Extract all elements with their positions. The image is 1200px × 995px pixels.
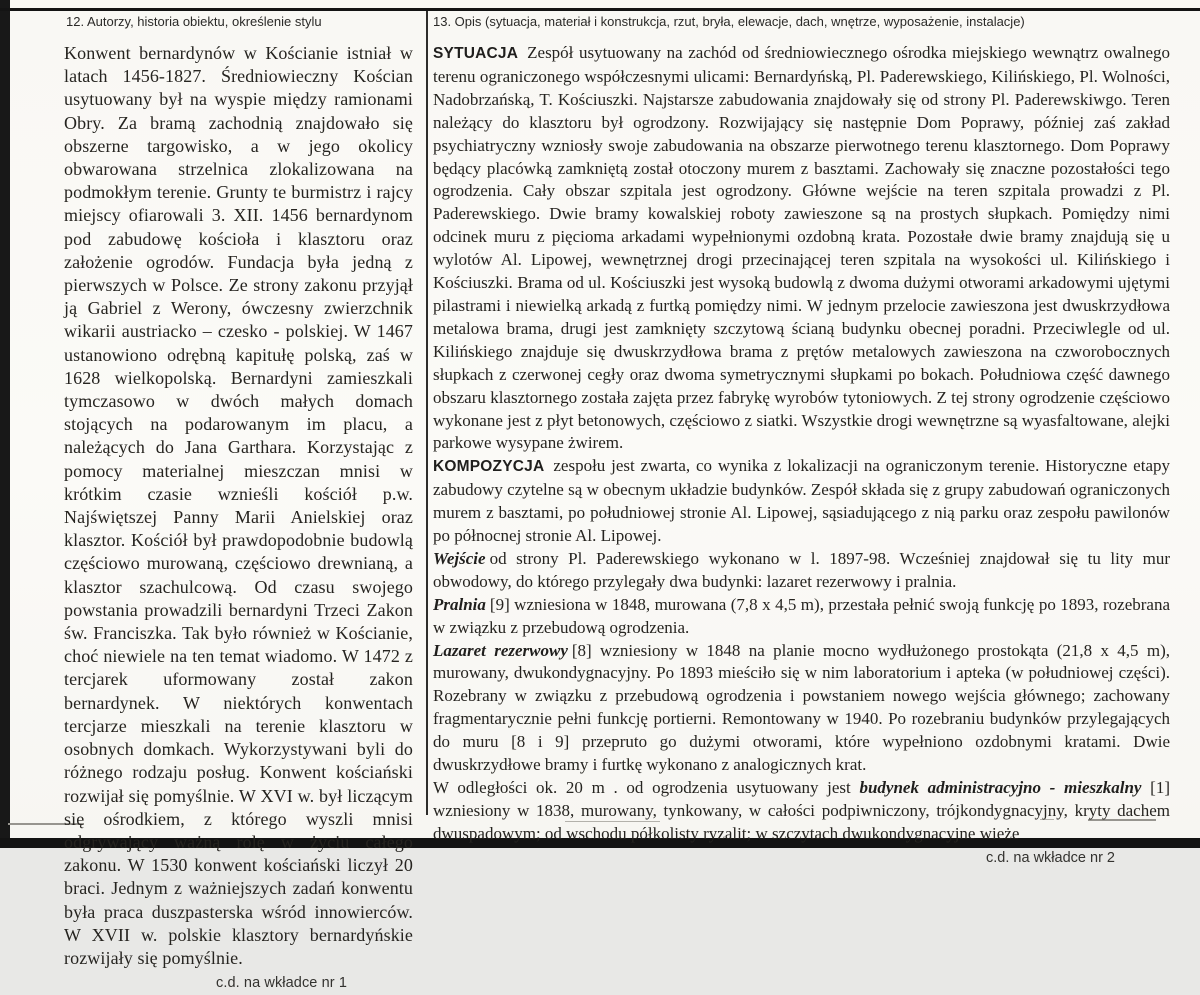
- budynek-text-before: W odległości ok. 20 m . od ogrodzenia usytuowany jest: [433, 778, 860, 797]
- paragraph-budynek-administracyjny: [433, 777, 1170, 846]
- wejscie-text: od strony Pl. Paderewskiego wykonano w l. 1897-98. Wcześniej znajdował się tu lity mur obwodowy, do którego przylegały dwa budynki: lazaret rezerwowy i pralnia.: [433, 548, 1170, 591]
- section-12-header: 12. Autorzy, historia obiektu, określenie stylu: [66, 14, 322, 29]
- paragraph-pralnia: [433, 594, 1170, 640]
- budynek-text-after: [1] wzniesiony w 1838, murowany, tynkowany, w całości podpiwniczony, trójkondygnacyjny, kryty dachem dwuspadowym; od wschodu półkolisty ryzalit; w szczytach dwukondygnacyjne wieże: [433, 778, 1170, 843]
- section-13-header: 13. Opis (sytuacja, materiał i konstrukcja, rzut, bryła, elewacje, dach, wnętrze, wyposażenie, instalacje): [433, 14, 1025, 29]
- history-paragraph: Konwent bernardynów w Kościanie istniał w latach 1456-1827. Średniowieczny Kościan usytuowany był na wyspie między ramionami Obry. Za bramą zachodnią znajdowało się obszerne targowisko, a w jego okolicy obwarowana strzelnica zlokalizowana na podmokłym terenie. Grunty te burmistrz i rajcy miejscy ofiarowali 3. XII. 1456 bernardynom pod zabudowę kościoła i klasztoru oraz założenie ogrodów. Fundacja była jedną z pierwszych w Polsce. Ze strony zakonu przyjął ją Gabriel z Werony, ówczesny zwierzchnik wikarii austriacko – czesko - polskiej. W 1467 ustanowiono odrębną kapitułę polską, zaś w 1628 wielkopolską. Bernardyni zamieszkali tymczasowo w dwóch małych domach stojących na podarowanym im placu, a należących do Jana Garthara. Korzystając z pomocy materialnej mieszczan mnisi w krótkim czasie wznieśli kościół p.w. Najświętszej Panny Marii Anielskiej oraz klasztor. Kościół był prawdopodobnie budowlą częściowo murowaną, częściowo drewnianą, a klasztor szachulcową. Od czasu swojego powstania prowadzili bernardyni Trzeci Zakon św. Franciszka. Tak było również w Kościanie, choć niewiele na ten temat wiadomo. W 1472 z tercjarek uformowany został zakon bernardynek. W niektórych konwentach tercjarze mieszkali na terenie klasztoru w osobnych domkach. Wykorzystywani byli do różnego rodzaju posług. Konwent kościański rozwijał się pomyślnie. W XVI w. był liczącym się ośrodkiem, z którego wyszli mnisi odgrywający ważną rolę w życiu całego zakonu. W 1530 konwent kościański liczył 20 braci. Jednym z ważniejszych zadań konwentu była praca duszpasterska wśród innowierców. W XVII w. polskie klasztory bernardyńskie rozwijały się pomyślnie.: [64, 43, 413, 968]
- kompozycja-text: zespołu jest zwarta, co wynika z lokalizacji na ograniczonym terenie. Historyczne etapy zabudowy czytelne są w obecnym układzie budynków. Zespół składa się z grupy zabudowań ograniczonych murem z basztami, po południowej stronie Al. Lipowej, sąsiadującego z nią parku oraz zespołu pawilonów po północnej stronie Al. Lipowej.: [433, 456, 1170, 546]
- paragraph-wejscie: [433, 548, 1170, 594]
- wejscie-label: Wejście: [433, 548, 486, 568]
- paragraph-lazaret: [433, 640, 1170, 777]
- kompozycja-label: KOMPOZYCJA: [433, 458, 545, 476]
- scan-edge-top-rule: [0, 8, 1200, 11]
- sytuacja-text: Zespół usytuowany na zachód od średniowiecznego ośrodka miejskiego wewnątrz owalnego terenu ograniczonego współczesnymi ulicami: Bernardyńską, Pl. Paderewskiego, Kilińskiego, Pl. Wolności, Nadobrzańską, T. Kościuszki. Najstarsze zabudowania znajdowały się od strony Pl. Paderewskiwgo. Teren należący do klasztoru był ogrodzony. Rozwijający się następnie Dom Poprawy, później zaś zakład psychiatryczny wzniosły swoje zabudowania na obszarze pierwotnego terenu klasztornego. Dom Poprawy będący placówką zamkniętą został otoczony murem z basztami. Zachowały się znaczne pozostałości tego ogrodzenia. Cały obszar szpitala jest ogrodzony. Główne wejście na teren szpitala prowadzi z Pl. Paderewskiego. Dwie bramy kowalskiej roboty zawieszone są na prostych słupkach. Pomiędzy nimi odcinek muru z pięcioma arkadami wypełnionymi ozdobną krata. Pozostałe dwie bramy znajdują się u wylotów Al. Lipowej, wewnętrznej drogi przecinającej teren szpitala na wysokości ul. Kilińskiego i Kościuszki. Brama od ul. Kościuszki jest wysoką budowlą z dwoma dużymi otworami arkadowymi ujętymi pilastrami i niewielką arkadą z furtką pomiędzy nimi. W jednym przelocie zawieszona jest dwuskrzydłowa metalowa brama, drugi jest zamknięty szczytową ścianą budynku obecnej poradni. Przeciwlegle od ul. Kilińskiego znajduje się dwuskrzydłowa brama z prętów metalowych zawieszona na czworobocznych słupkach z czerwonej cegły oraz dwoma symetrycznymi słupkami po bokach. Południowa część dawnego obszaru klasztornego została zajęta przez fabrykę wyrobów tytoniowych. Z tej strony ogrodzenie częściowo wykonane jest z płyt betonowych, częściowo z siatki. Wszystkie drogi wewnętrzne są wyasfaltowane, alejki parkowe wysypane żwirem.: [433, 43, 1170, 453]
- paragraph-sytuacja: [433, 42, 1170, 455]
- pralnia-text: [9] wzniesiona w 1848, murowana (7,8 x 4,5 m), przestała pełnić swoją funkcję po 1893, rozebrana w związku z przebudową ogrodzenia.: [433, 594, 1170, 637]
- sytuacja-label: SYTUACJA: [433, 45, 519, 62]
- column-divider-rule: [426, 11, 428, 815]
- scan-edge-left: [0, 0, 10, 848]
- continuation-note-1: c.d. na wkładce nr 1: [216, 975, 347, 992]
- lazaret-text: [8] wzniesiony w 1848 na planie mocno wydłużonego prostokąta (21,8 x 4,5 m), murowany, dwukondygnacyjny. Po 1893 mieściło się w nim laboratorium i apteka (w południowej części). Rozebrany w związku z przebudową ogrodzenia i powstaniem nowego wejścia głównego; zachowany fragmentarycznie pełni funkcję portierni. Remontowany w 1940. Po rozebraniu budynków przylegających do muru [8 i 9] przepruto go dużymi otworami, które wypełniono ozdobnymi kratami. Dwie dwuskrzydłowe bramy i furtkę wykonano z analogicznych krat.: [433, 640, 1170, 775]
- left-column: [64, 42, 413, 995]
- right-column: [433, 42, 1170, 870]
- lazaret-label: Lazaret rezerwowy: [433, 640, 568, 660]
- paragraph-kompozycja: [433, 455, 1170, 548]
- continuation-note-2: c.d. na wkładce nr 2: [986, 849, 1115, 866]
- pralnia-label: Pralnia: [433, 594, 486, 614]
- budynek-bold-term: budynek administracyjno - mieszkalny: [859, 778, 1142, 797]
